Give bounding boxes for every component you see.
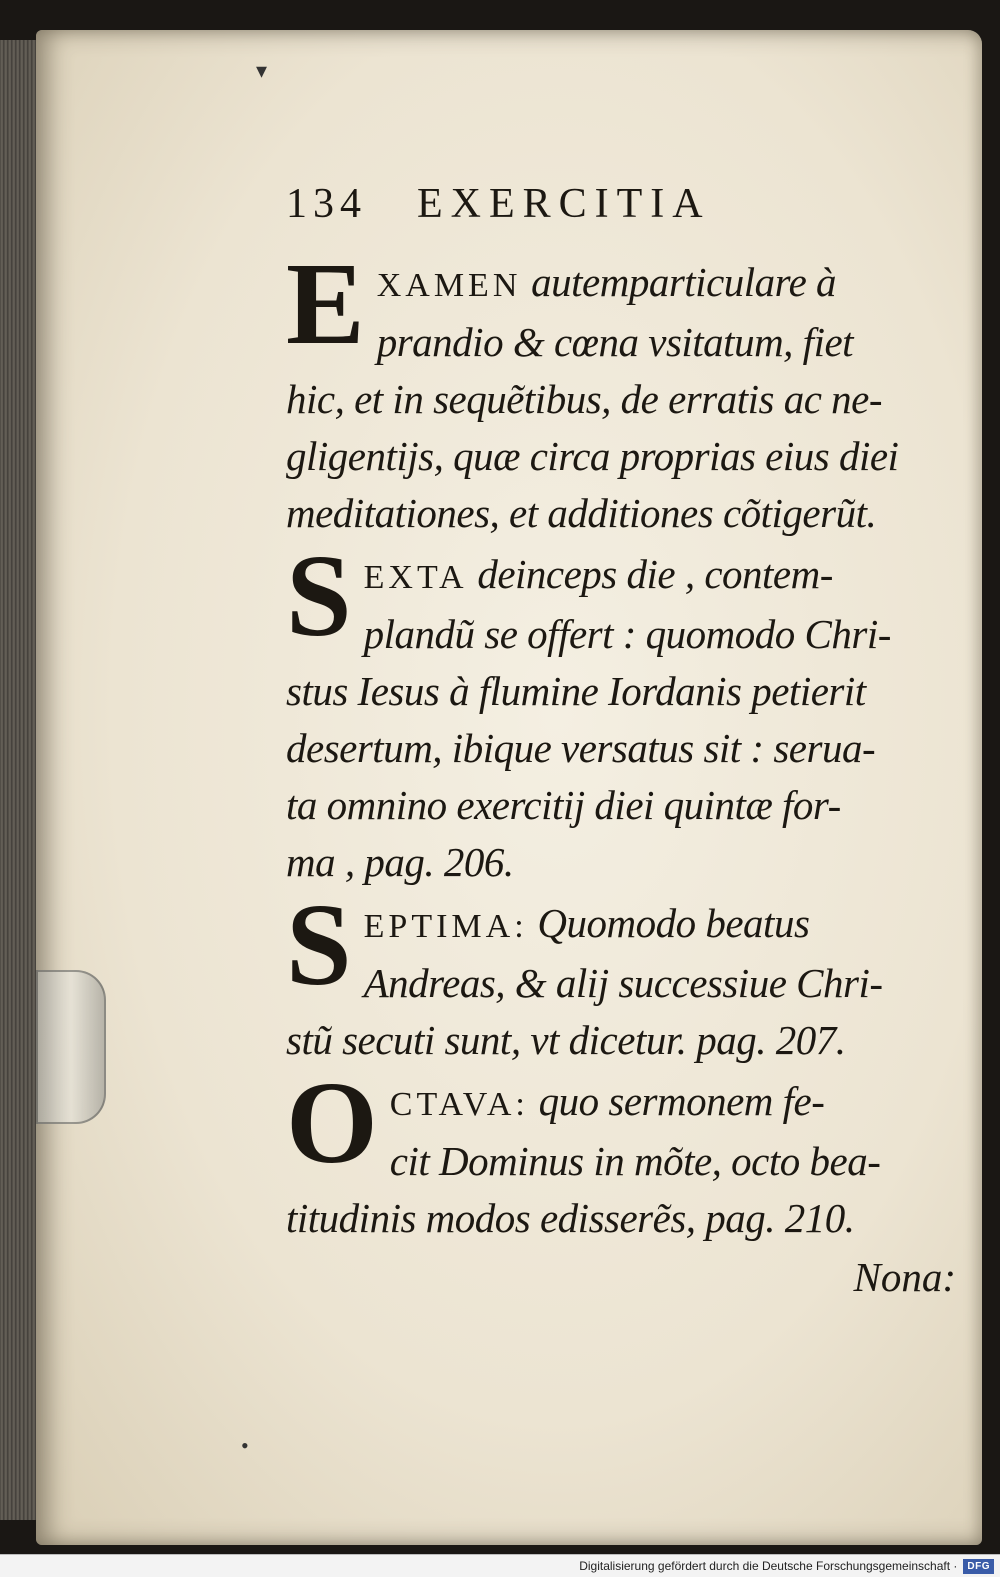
text-line bbox=[286, 254, 986, 314]
text-line: stus Iesus à flumine Iordanis petierit bbox=[286, 668, 866, 714]
lead-word: EXTA bbox=[363, 559, 468, 596]
text-line bbox=[286, 895, 986, 955]
line-text: Quomodo beatus bbox=[537, 900, 810, 946]
paragraph bbox=[286, 238, 986, 542]
credit-text: Digitalisierung gefördert durch die Deutsche Forschungsgemeinschaft · bbox=[579, 1559, 958, 1573]
drop-cap: S bbox=[286, 530, 352, 661]
ink-mark: • bbox=[241, 1433, 249, 1458]
book-page bbox=[36, 30, 982, 1545]
text-line: cit Dominus in mõte, octo bea- bbox=[389, 1138, 881, 1184]
text-line: prandio & cœna vsitatum, fiet bbox=[376, 319, 854, 365]
catchword: Nona: bbox=[853, 1254, 956, 1300]
text-line: titudinis modos edisserẽs, pag. 210. bbox=[286, 1195, 855, 1241]
page-text bbox=[286, 180, 986, 1307]
running-title: EXERCITIA bbox=[417, 181, 711, 227]
text-line: ma , pag. 206. bbox=[286, 839, 514, 885]
drop-cap: E bbox=[286, 238, 365, 369]
text-line bbox=[286, 546, 986, 606]
text-line: desertum, ibique versatus sit : serua- bbox=[286, 725, 876, 771]
book-fore-edge bbox=[0, 40, 40, 1520]
line-text: quo sermonem fe- bbox=[538, 1078, 825, 1124]
dfg-logo: DFG bbox=[963, 1559, 994, 1574]
lead-word: XAMEN bbox=[376, 267, 522, 304]
text-line: hic, et in sequẽtibus, de erratis ac ne- bbox=[286, 376, 883, 422]
text-line: plandũ se offert : quomodo Chri- bbox=[363, 611, 891, 657]
text-line: meditationes, et additiones cõtigerũt. bbox=[286, 490, 877, 536]
text-line bbox=[286, 1073, 986, 1133]
text-line: gligentijs, quæ circa proprias eius diei bbox=[286, 433, 899, 479]
drop-cap: S bbox=[286, 879, 352, 1010]
text-line: stũ secuti sunt, vt dicetur. pag. 207. bbox=[286, 1017, 846, 1063]
paragraph bbox=[286, 530, 986, 891]
digitization-credit-bar bbox=[0, 1554, 1000, 1577]
paragraph bbox=[286, 879, 986, 1069]
book-clasp bbox=[36, 970, 106, 1124]
page-header bbox=[286, 180, 986, 250]
page-number: 134 bbox=[286, 181, 367, 227]
line-text: deinceps die , contem- bbox=[477, 551, 833, 597]
lead-word: EPTIMA: bbox=[363, 908, 528, 945]
paragraph bbox=[286, 1057, 986, 1247]
ink-mark: ▾ bbox=[256, 58, 268, 83]
drop-cap: O bbox=[286, 1057, 378, 1188]
line-text: autemparticulare à bbox=[531, 259, 837, 305]
lead-word: CTAVA: bbox=[389, 1086, 529, 1123]
text-line: Andreas, & alij successiue Chri- bbox=[363, 960, 883, 1006]
text-line: ta omnino exercitij diei quintæ for- bbox=[286, 782, 841, 828]
